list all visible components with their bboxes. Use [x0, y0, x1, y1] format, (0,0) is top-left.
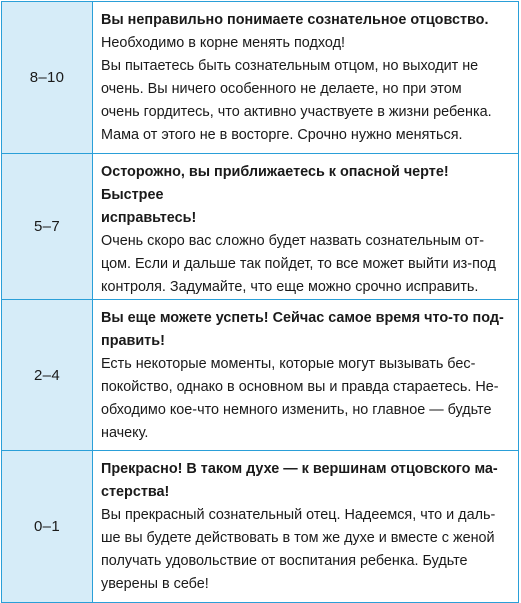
- verdict-line: Прекрасно! В таком духе — к вершинам отцовского ма-: [101, 461, 498, 477]
- verdict-line: Вы еще можете успеть! Сейчас самое время что-то под-: [101, 310, 504, 326]
- verdict: Вы неправильно понимаете сознательное отцовство.: [101, 12, 489, 28]
- description-line: получать удовольствие от воспитания ребенка. Будьте: [101, 553, 468, 569]
- table-row: [2, 2, 519, 154]
- description-line: цом. Если и дальше так пойдет, то все может выйти из-под: [101, 256, 496, 272]
- result-text: [93, 2, 519, 154]
- result-text: [93, 300, 519, 451]
- table-row: [2, 154, 519, 300]
- score-range: 8–10: [2, 2, 93, 154]
- description-line: очень. Вы ничего особенного не делаете, но при этом: [101, 81, 462, 97]
- description-line: обходимо кое-что немного изменить, но главное — будьте: [101, 402, 492, 418]
- description-line: покойство, однако в основном вы и правда стараетесь. Не-: [101, 379, 499, 395]
- verdict-line: править!: [101, 333, 165, 349]
- description-line: Вы пытаетесь быть сознательным отцом, но выходит не: [101, 58, 479, 74]
- description-line: Вы прекрасный сознательный отец. Надеемся, что и даль-: [101, 507, 496, 523]
- score-interpretation-table: [1, 1, 519, 603]
- description-line: Есть некоторые моменты, которые могут вызывать бес-: [101, 356, 476, 372]
- score-range: 2–4: [2, 300, 93, 451]
- description-line: Очень скоро вас сложно будет назвать сознательным от-: [101, 233, 484, 249]
- description-line: ше вы будете действовать в том же духе и вместе с женой: [101, 530, 495, 546]
- score-range: 5–7: [2, 154, 93, 300]
- verdict-line: стерства!: [101, 484, 170, 500]
- score-range: 0–1: [2, 451, 93, 603]
- result-text: [93, 154, 519, 300]
- description-line: уверены в себе!: [101, 576, 209, 592]
- description-line: Необходимо в корне менять подход!: [101, 35, 345, 51]
- table-row: [2, 300, 519, 451]
- description-line: очень гордитесь, что активно участвуете в жизни ребенка.: [101, 104, 492, 120]
- description-line: Мама от этого не в восторге. Срочно нужно меняться.: [101, 127, 463, 143]
- verdict-line: Осторожно, вы приближаетесь к опасной черте! Быстрее: [101, 164, 449, 203]
- verdict-line: исправьтесь!: [101, 210, 197, 226]
- description-line: начеку.: [101, 425, 149, 441]
- description-line: контроля. Задумайте, что еще можно срочно исправить.: [101, 279, 479, 295]
- result-text: [93, 451, 519, 603]
- table-row: [2, 451, 519, 603]
